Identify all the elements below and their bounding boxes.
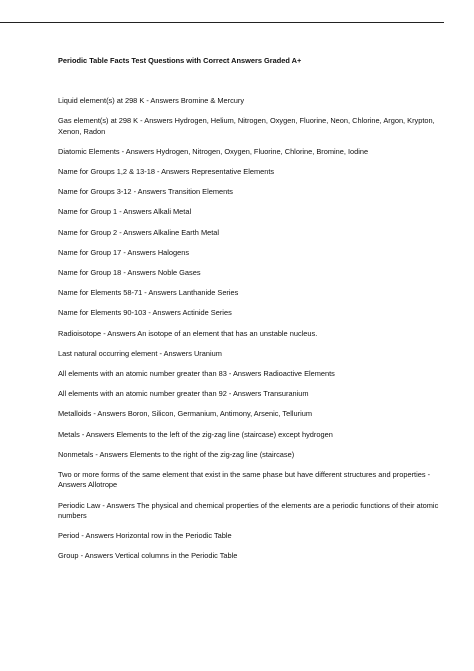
qa-item-group-1: Name for Group 1 - Answers Alkali Metal [58,207,192,217]
qa-item-above-83: All elements with an atomic number greater than 83 - Answers Radioactive Elements [58,368,335,378]
qa-item-diatomic-elements: Diatomic Elements - Answers Hydrogen, Nitrogen, Oxygen, Fluorine, Chlorine, Bromine, Iodine [58,146,369,156]
header-rule [0,22,444,23]
qa-item-metalloids: Metalloids - Answers Boron, Silicon, Germanium, Antimony, Arsenic, Tellurium [58,409,312,419]
qa-item-nonmetals: Nonmetals - Answers Elements to the right of the zig-zag line (staircase) [58,449,295,459]
qa-item-liquid-elements: Liquid element(s) at 298 K - Answers Bromine & Mercury [58,96,245,105]
qa-item-metals: Metals - Answers Elements to the left of the zig-zag line (staircase) except hydrogen [58,429,333,439]
document-title: Periodic Table Facts Test Questions with Correct Answers Graded A+ [58,56,302,65]
qa-item-radioisotope: Radioisotope - Answers An isotope of an element that has an unstable nucleus. [58,328,318,338]
qa-item-periodic-law: Periodic Law - Answers The physical and chemical properties of the elements are a periodic functions of their atomic numbers [58,500,439,521]
qa-item-allotrope: Two or more forms of the same element that exist in the same phase but have different structures and properties - Answers Allotrope [58,469,431,490]
qa-list [58,96,458,572]
qa-item-group: Group - Answers Vertical columns in the Periodic Table [58,551,238,561]
qa-item-period: Period - Answers Horizontal row in the Periodic Table [58,531,232,541]
qa-item-gas-elements: Gas element(s) at 298 K - Answers Hydrogen, Helium, Nitrogen, Oxygen, Fluorine, Neon, Chlorine, Argon, Krypton, Xenon, Radon [58,116,435,136]
qa-item-groups-1-2-13-18: Name for Groups 1,2 & 13-18 - Answers Representative Elements [58,167,275,177]
qa-item-group-17: Name for Group 17 - Answers Halogens [58,247,190,257]
qa-item-elements-90-103: Name for Elements 90-103 - Answers Actinide Series [58,308,232,318]
qa-item-above-92: All elements with an atomic number greater than 92 - Answers Transuranium [58,389,309,399]
qa-item-last-natural-element: Last natural occurring element - Answers Uranium [58,348,222,358]
qa-item-group-18: Name for Group 18 - Answers Noble Gases [58,268,201,277]
qa-item-groups-3-12: Name for Groups 3-12 - Answers Transition Elements [58,187,233,197]
qa-item-elements-58-71: Name for Elements 58-71 - Answers Lanthanide Series [58,288,239,298]
qa-item-group-2: Name for Group 2 - Answers Alkaline Earth Metal [58,227,220,237]
